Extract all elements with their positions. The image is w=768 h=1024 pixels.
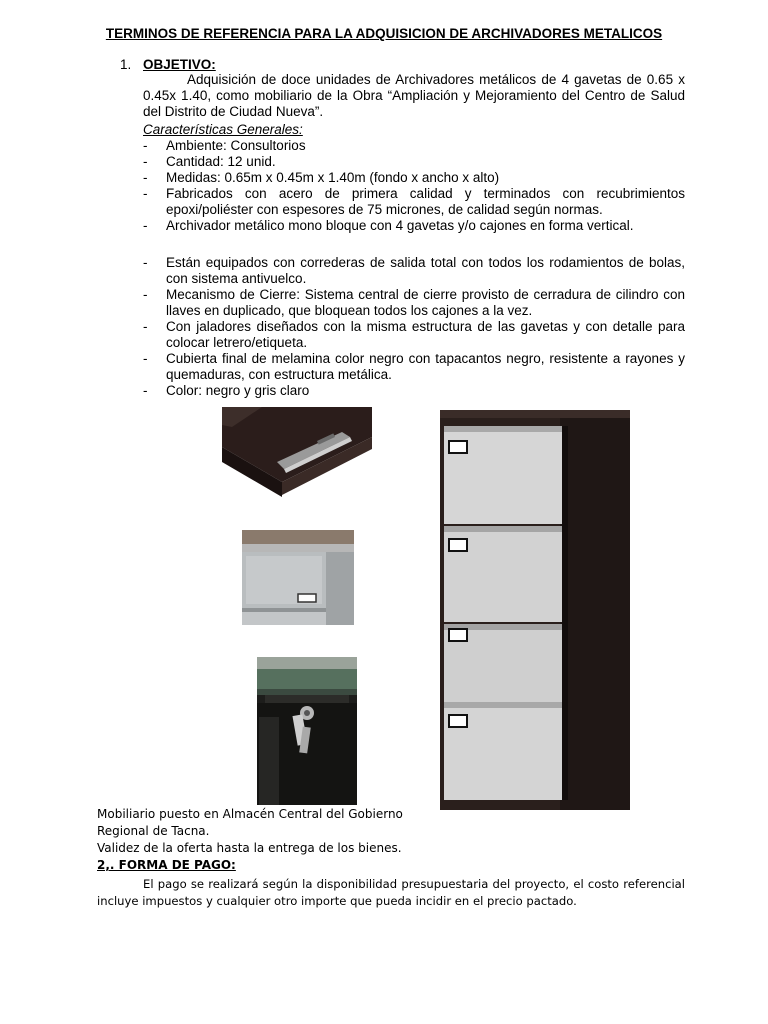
bullet-dash: - bbox=[143, 186, 148, 201]
list-item: - Cubierta final de melamina color negro con tapacantos negro, resistente a rayones y quemaduras, con estructura metálica. bbox=[143, 351, 685, 382]
drawer-handle-photo bbox=[242, 530, 354, 625]
lock-photo bbox=[257, 657, 357, 805]
drawer bbox=[444, 702, 562, 800]
bullet-dash: - bbox=[143, 255, 148, 270]
filing-cabinet-photo bbox=[432, 408, 637, 818]
footer-line: Mobiliario puesto en Almacén Central del Gobierno bbox=[97, 807, 403, 821]
list-item: - Mecanismo de Cierre: Sistema central de cierre provisto de cerradura de cilindro con llaves en duplicado, que bloquean todos los cajones a la vez. bbox=[143, 287, 685, 318]
list-item: - Color: negro y gris claro bbox=[143, 383, 310, 398]
bullet-dash: - bbox=[143, 170, 148, 185]
list-item: - Medidas: 0.65m x 0.45m x 1.40m (fondo x ancho x alto) bbox=[143, 170, 500, 185]
bullet-dash: - bbox=[143, 383, 148, 398]
list-item: - Están equipados con correderas de salida total con todos los rodamientos de bolas, con sistema antivuelco. bbox=[143, 255, 685, 286]
characteristics-list-b bbox=[143, 255, 685, 399]
list-item: - Con jaladores diseñados con la misma estructura de las gavetas y con detalle para colocar letrero/etiqueta. bbox=[143, 319, 685, 350]
bullet-dash: - bbox=[143, 218, 148, 233]
drawer-slide-photo bbox=[222, 407, 372, 497]
drawer bbox=[444, 426, 562, 524]
bullet-dash: - bbox=[143, 351, 148, 366]
general-characteristics-heading: Características Generales: bbox=[143, 122, 303, 137]
list-item: - Fabricados con acero de primera calidad y terminados con recubrimientos epoxi/poliéster con espesores de 75 micrones, de calidad según normas. bbox=[143, 186, 685, 217]
list-item: - Cantidad: 12 unid. bbox=[143, 154, 276, 169]
characteristics-list-a bbox=[143, 138, 685, 234]
footer-line: Validez de la oferta hasta la entrega de los bienes. bbox=[97, 841, 402, 855]
section-heading-objetivo: OBJETIVO: bbox=[143, 57, 216, 72]
list-item: - Ambiente: Consultorios bbox=[143, 138, 306, 153]
delivery-note bbox=[97, 806, 403, 857]
bullet-dash: - bbox=[143, 138, 148, 153]
document-title: TERMINOS DE REFERENCIA PARA LA ADQUISICION DE ARCHIVADORES METALICOS bbox=[105, 26, 663, 41]
list-item: - Archivador metálico mono bloque con 4 gavetas y/o cajones en forma vertical. bbox=[143, 218, 634, 233]
bullet-dash: - bbox=[143, 154, 148, 169]
bullet-dash: - bbox=[143, 319, 148, 334]
section-number: 1. bbox=[120, 57, 132, 72]
payment-paragraph: El pago se realizará según la disponibilidad presupuestaria del proyecto, el costo referencial incluye impuestos y cualquier otro importe que pueda incidir en el precio pactado. bbox=[97, 877, 685, 908]
objective-paragraph: Adquisición de doce unidades de Archivadores metálicos de 4 gavetas de 0.65 x 0.45x 1.40, como mobiliario de la Obra “Ampliación y Mejoramiento del Centro de Salud del Distrito de Ciudad Nueva”. bbox=[143, 72, 685, 119]
bullet-dash: - bbox=[143, 287, 148, 302]
drawer bbox=[444, 526, 562, 622]
section-heading-forma-de-pago: 2,. FORMA DE PAGO: bbox=[97, 858, 236, 872]
drawer bbox=[444, 624, 562, 714]
footer-line: Regional de Tacna. bbox=[97, 824, 210, 838]
